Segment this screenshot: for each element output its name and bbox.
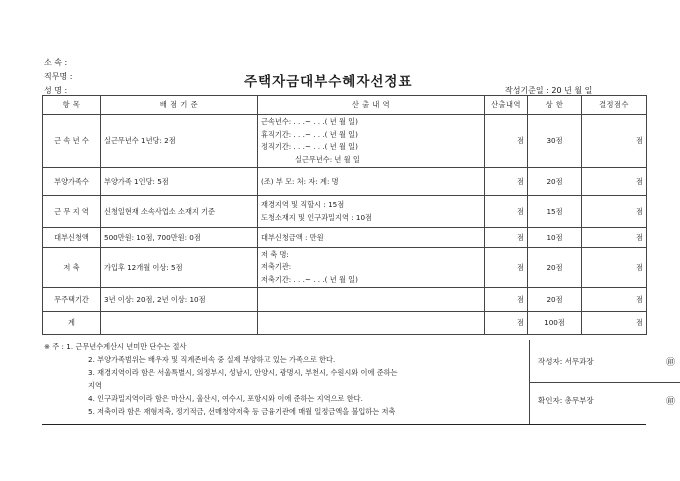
name-label: 성 명 : bbox=[44, 86, 68, 95]
row-calc-result: 점 bbox=[485, 248, 528, 288]
row-criteria: 500만원: 10점, 700만원: 0점 bbox=[101, 228, 258, 248]
row-criteria: 가입후 12개월 이상: 5점 bbox=[101, 248, 258, 288]
col-final-score: 결정점수 bbox=[582, 96, 647, 115]
note-line: 5. 저축이라 함은 재형저축, 정기적금, 선매청약저축 등 금융기관에 매월 일정금액을 불입하는 저축 bbox=[88, 407, 396, 416]
row-max: 20점 bbox=[528, 168, 582, 196]
row-max: 20점 bbox=[528, 288, 582, 312]
row-max: 15점 bbox=[528, 196, 582, 228]
calc-line: 정직기간: . . .~ . . .( 년 월 일) bbox=[261, 142, 358, 151]
calc-line: 저축기간: . . .~ . . .( 년 월 일) bbox=[261, 274, 358, 284]
table-row bbox=[43, 248, 647, 288]
basis-date-label: 작성기준일 : 20 년 월 일 bbox=[505, 86, 593, 95]
row-calc-result: 점 bbox=[485, 196, 528, 228]
selection-table bbox=[42, 95, 647, 335]
row-criteria: 3년 이상: 20점, 2년 이상: 10점 bbox=[101, 288, 258, 312]
table-row bbox=[43, 228, 647, 248]
calc-line: 휴직기간: . . .~ . . .( 년 월 일) bbox=[261, 129, 358, 139]
note-line: 지역 bbox=[88, 381, 102, 390]
row-item: 근 속 년 수 bbox=[43, 115, 101, 168]
row-calculation bbox=[258, 196, 485, 228]
row-item: 근 무 지 역 bbox=[43, 196, 101, 228]
writer-label: 작성자: 서무과장 bbox=[538, 357, 594, 366]
row-item: 부양가족수 bbox=[43, 168, 101, 196]
row-item: 무주택기간 bbox=[43, 288, 101, 312]
row-calculation: 대부신청금액 : 만원 bbox=[258, 228, 485, 248]
total-blank bbox=[258, 312, 485, 335]
writer-signature-box bbox=[529, 340, 680, 383]
calc-line: 실근무년수: 년 월 일 bbox=[295, 154, 360, 164]
col-max: 상 한 bbox=[528, 96, 582, 115]
row-final: 점 bbox=[582, 168, 647, 196]
row-criteria: 부양가족 1인당: 5점 bbox=[101, 168, 258, 196]
calc-line: 저축기관: bbox=[261, 262, 292, 272]
total-blank bbox=[101, 312, 258, 335]
table-row bbox=[43, 288, 647, 312]
confirmer-label: 확인자: 총무부장 bbox=[538, 396, 594, 405]
col-calculation: 산 출 내 역 bbox=[258, 96, 485, 115]
calc-line: 근속년수: . . .~ . . .( 년 월 일) bbox=[261, 117, 358, 126]
row-item: 대부신청액 bbox=[43, 228, 101, 248]
header-row bbox=[43, 96, 647, 115]
page-title: 주택자금대부수혜자선정표 bbox=[244, 74, 413, 90]
total-row bbox=[43, 312, 647, 335]
confirmer-signature-box bbox=[529, 382, 680, 424]
row-calc-result: 점 bbox=[485, 115, 528, 168]
col-item: 항 목 bbox=[43, 96, 101, 115]
col-calc-result: 산출내역 bbox=[485, 96, 528, 115]
note-line: 4. 인구과밀지역이라 함은 마산시, 울산시, 여수시, 포항시와 이에 준하는 지역으로 한다. bbox=[88, 394, 363, 403]
row-max: 30점 bbox=[528, 115, 582, 168]
writer-seal-icon: ㊞ bbox=[666, 358, 676, 368]
total-final: 점 bbox=[582, 312, 647, 335]
row-criteria: 실근무년수 1년당: 2점 bbox=[101, 115, 258, 168]
row-final: 점 bbox=[582, 288, 647, 312]
table-row bbox=[43, 115, 647, 168]
col-criteria: 배 점 기 준 bbox=[101, 96, 258, 115]
total-item: 계 bbox=[43, 312, 101, 335]
row-calculation: (조) 부 모: 처: 자: 계: 명 bbox=[258, 168, 485, 196]
row-item: 저 축 bbox=[43, 248, 101, 288]
row-max: 20점 bbox=[528, 248, 582, 288]
row-calculation bbox=[258, 115, 485, 168]
row-final: 점 bbox=[582, 115, 647, 168]
total-calc-result: 점 bbox=[485, 312, 528, 335]
total-max: 100점 bbox=[528, 312, 582, 335]
position-label: 직무명 : bbox=[44, 72, 73, 81]
row-max: 10점 bbox=[528, 228, 582, 248]
calc-line: 도청소재지 및 인구과밀지역 : 10점 bbox=[261, 212, 372, 222]
row-criteria: 신청일현재 소속사업소 소재지 기준 bbox=[101, 196, 258, 228]
row-calc-result: 점 bbox=[485, 228, 528, 248]
calc-line: 저 축 명: bbox=[261, 249, 289, 259]
row-final: 점 bbox=[582, 196, 647, 228]
notes-block bbox=[42, 340, 676, 425]
table-row bbox=[43, 196, 647, 228]
row-final: 점 bbox=[582, 248, 647, 288]
note-line: 2. 부양가족범위는 배우자 및 직계존비속 중 실제 부양하고 있는 가족으로 한다. bbox=[88, 355, 336, 364]
row-final: 점 bbox=[582, 228, 647, 248]
row-calculation bbox=[258, 288, 485, 312]
calc-line: 재경지역 및 직할시 : 15점 bbox=[261, 200, 345, 209]
note-line: 3. 재경지역이라 함은 서울특별시, 의정부시, 성남시, 안양시, 광명시, 부천시, 수원시와 이에 준하는 bbox=[88, 368, 398, 377]
table-row bbox=[43, 168, 647, 196]
row-calc-result: 점 bbox=[485, 168, 528, 196]
affiliation-label: 소 속 : bbox=[44, 58, 68, 67]
note-line: ※ 주 : 1. 근무년수계산시 년미만 단수는 절사 bbox=[44, 342, 187, 351]
confirmer-seal-icon: ㊞ bbox=[666, 397, 676, 407]
row-calculation bbox=[258, 248, 485, 288]
row-calc-result: 점 bbox=[485, 288, 528, 312]
